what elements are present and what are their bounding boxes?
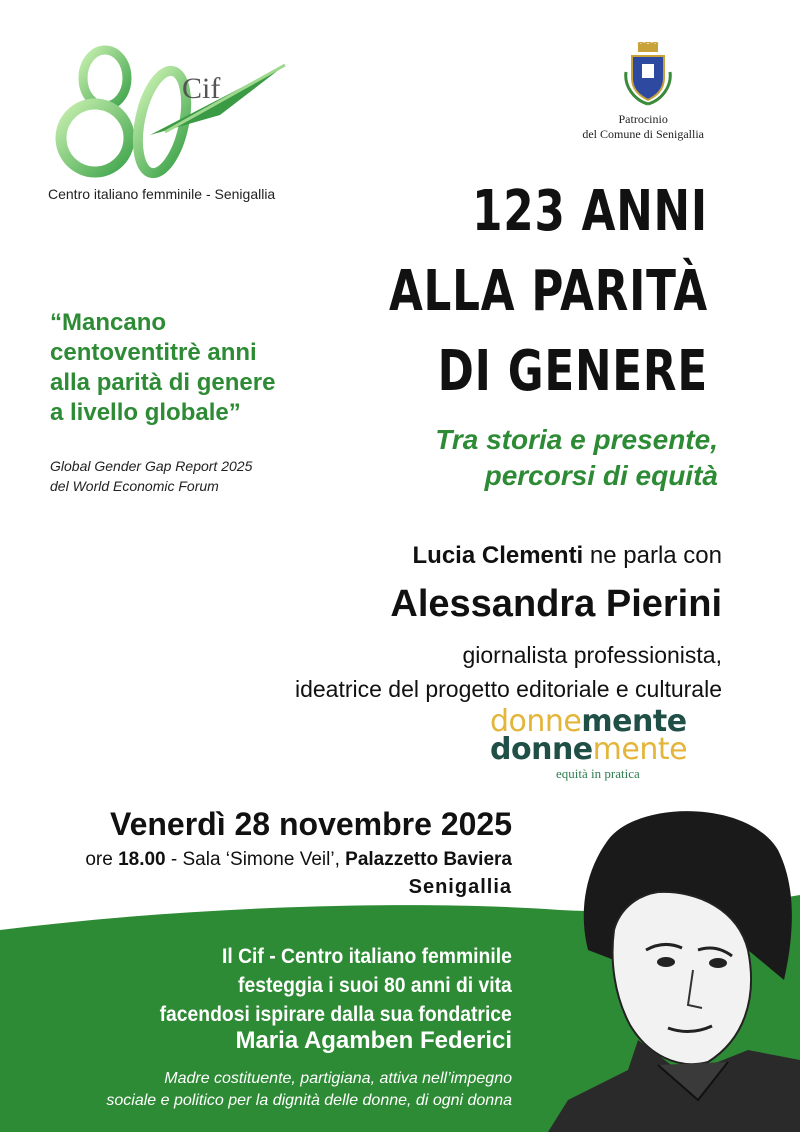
speaker-line	[413, 542, 722, 570]
brand-word-3: donne	[490, 732, 593, 767]
cif-line1: Il Cif - Centro italiano femminile	[222, 945, 512, 968]
title-line3: DI GENERE	[437, 339, 708, 404]
quote-source-line2: del World Economic Forum	[50, 478, 219, 494]
main-title	[389, 172, 708, 412]
patronage-line2: del Comune di Senigallia	[582, 127, 704, 141]
guest-role-1: giornalista professionista,	[462, 642, 722, 668]
cif-line2: festeggia i suoi 80 anni di vita	[238, 974, 512, 997]
patronage	[582, 112, 704, 142]
title-line2: ALLA PARITÀ	[389, 259, 708, 324]
subtitle-line2: percorsi di equità	[484, 460, 718, 491]
founder-portrait	[548, 800, 800, 1132]
event-city: Senigallia	[408, 876, 512, 898]
event-time-place	[85, 849, 512, 871]
title-line1: 123 ANNI	[472, 179, 708, 244]
patronage-line1: Patrocinio	[618, 112, 668, 126]
quote-line4: a livello globale”	[50, 399, 241, 426]
event-date: Venerdì 28 novembre 2025	[110, 806, 512, 842]
quote-source	[50, 456, 252, 496]
quote	[50, 308, 275, 428]
brand-word-1: donne	[490, 704, 582, 739]
founder-name: Maria Agamben Federici	[235, 1027, 512, 1054]
logo-caption: Centro italiano femminile - Senigallia	[48, 186, 276, 202]
speaker-connector: ne parla con	[583, 542, 722, 569]
guest-name: Alessandra Pierini	[390, 583, 722, 625]
quote-line1: “Mancano	[50, 309, 167, 336]
place-prefix: - Sala ‘Simone Veil’,	[165, 849, 346, 870]
time-prefix: ore	[85, 849, 119, 870]
quote-line3: alla parità di genere	[50, 369, 276, 396]
cif-line3: facendosi ispirare dalla sua fondatrice	[159, 1003, 512, 1026]
subtitle-line1: Tra storia e presente,	[435, 424, 718, 455]
brand-word-4: mente	[592, 732, 688, 767]
quote-source-line1: Global Gender Gap Report 2025	[50, 458, 253, 474]
host-name: Lucia Clementi	[412, 542, 584, 569]
logo-word: Cif	[182, 72, 221, 105]
senigallia-crest-icon	[622, 42, 674, 108]
quote-line2: centoventitrè anni	[50, 339, 257, 366]
cif-80-logo	[40, 40, 300, 190]
brand-word-2: mente	[581, 704, 687, 739]
founder-desc-line1: Madre costituente, partigiana, attiva nell’impegno	[164, 1070, 512, 1087]
brand-tagline: equità in pratica	[556, 766, 640, 781]
founder-desc-line2: sociale e politico per la dignità delle donne, di ogni donna	[106, 1092, 512, 1109]
cif-anniversary-text	[160, 942, 512, 1029]
subtitle	[435, 422, 718, 494]
guest-role-2: ideatrice del progetto editoriale e culturale	[294, 676, 722, 702]
donnemente-logo	[490, 704, 730, 767]
founder-description	[106, 1068, 512, 1112]
event-time: 18.00	[118, 849, 166, 870]
event-place: Palazzetto Baviera	[345, 849, 512, 870]
